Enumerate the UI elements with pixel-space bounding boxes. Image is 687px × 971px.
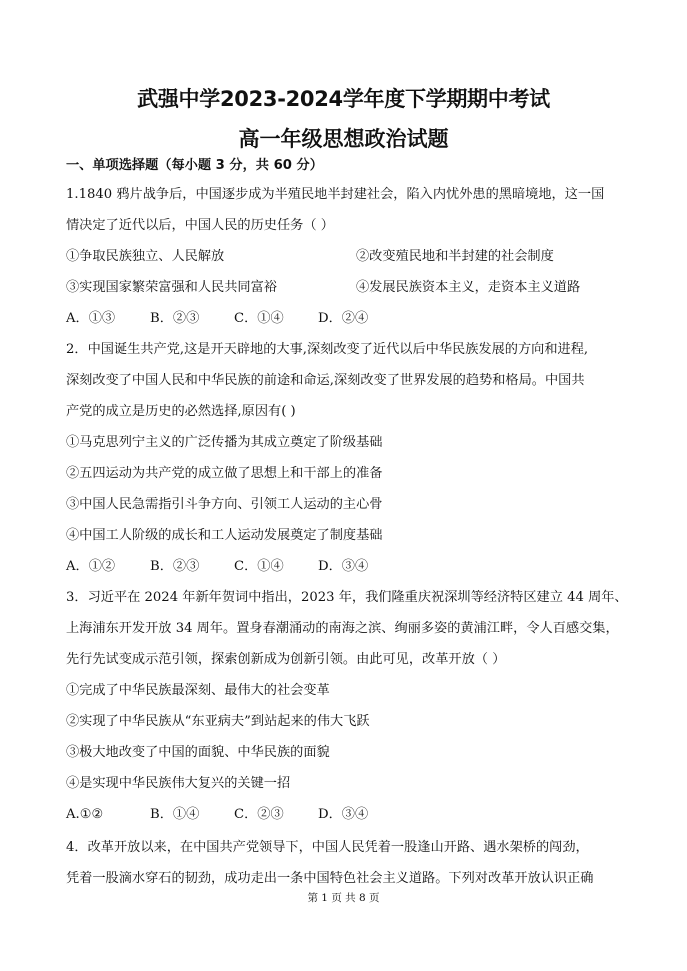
q1-options [66, 311, 368, 327]
q2-stem-line2: 深刻改变了中国人民和中华民族的前途和命运,深刻改变了世界发展的趋势和格局。中国共 [66, 373, 585, 388]
q3-option-a[interactable]: A.①② [66, 807, 104, 822]
q3-item-2: ②实现了中华民族从“东亚病夫”到站起来的伟大飞跃 [66, 714, 370, 729]
q3-item-3: ③极大地改变了中国的面貌、中华民族的面貌 [66, 745, 330, 760]
page-footer: 第 1 页 共 8 页 [307, 892, 380, 904]
q3-option-c[interactable]: C．②③ [234, 807, 284, 822]
q2-item-1: ①马克思列宁主义的广泛传播为其成立奠定了阶级基础 [66, 435, 383, 450]
q2-options [66, 559, 368, 575]
q2-stem-line1: 2．中国诞生共产党,这是开天辟地的大事,深刻改变了近代以后中华民族发展的方向和进程, [66, 342, 589, 357]
q2-item-2: ②五四运动为共产党的成立做了思想上和干部上的准备 [66, 466, 383, 481]
q2-item-4: ④中国工人阶级的成长和工人运动发展奠定了制度基础 [66, 528, 383, 543]
q2-option-c[interactable]: C．①④ [234, 559, 284, 574]
q1-item-1: ①争取民族独立、人民解放 [66, 249, 225, 264]
q1-option-d[interactable]: D．②④ [318, 311, 369, 326]
q2-option-d[interactable]: D．③④ [318, 559, 369, 574]
exam-subtitle: 高一年级思想政治试题 [238, 127, 449, 151]
q1-item-4: ④发展民族资本主义，走资本主义道路 [356, 280, 581, 295]
q3-item-1: ①完成了中华民族最深刻、最伟大的社会变革 [66, 683, 330, 698]
section-heading: 一、单项选择题（每小题 3 分，共 60 分） [66, 158, 323, 173]
q4-stem-line2: 凭着一股滴水穿石的韧劲，成功走出一条中国特色社会主义道路。下列对改革开放认识正确 [66, 871, 594, 886]
q1-item-2: ②改变殖民地和半封建的社会制度 [356, 249, 554, 264]
q1-option-b[interactable]: B．②③ [150, 311, 200, 326]
q1-stem-line1: 1.1840 鸦片战争后，中国逐步成为半殖民地半封建社会，陷入内忧外患的黑暗境地，这一国 [66, 187, 605, 202]
q2-stem-line3: 产党的成立是历史的必然选择,原因有( ) [66, 404, 296, 419]
q4-stem-line1: 4．改革开放以来，在中国共产党领导下，中国人民凭着一股逢山开路、遇水架桥的闯劲， [66, 840, 589, 855]
q3-stem-line3: 先行先试变成示范引领，探索创新成为创新引领。由此可见，改革开放（ ） [66, 652, 506, 667]
q1-stem-line2: 情决定了近代以后，中国人民的历史任务（ ） [66, 218, 334, 233]
q3-item-4: ④是实现中华民族伟大复兴的关键一招 [66, 776, 291, 791]
q2-option-b[interactable]: B．②③ [150, 559, 200, 574]
exam-title: 武强中学2023-2024学年度下学期期中考试 [137, 87, 550, 111]
q3-option-b[interactable]: B．①④ [150, 807, 200, 822]
q3-stem-line2: 上海浦东开发开放 34 周年。置身春潮涌动的南海之滨、绚丽多姿的黄浦江畔，令人百感交集， [66, 621, 619, 636]
q1-option-a[interactable]: A．①③ [66, 311, 116, 326]
q2-option-a[interactable]: A．①② [66, 559, 116, 574]
q3-options [66, 807, 368, 823]
q3-stem-line1: 3．习近平在 2024 年新年贺词中指出，2023 年，我们隆重庆祝深圳等经济特区建立 44 周年、 [66, 590, 628, 605]
q1-option-c[interactable]: C．①④ [234, 311, 284, 326]
q1-item-3: ③实现国家繁荣富强和人民共同富裕 [66, 280, 277, 295]
q2-item-3: ③中国人民急需指引斗争方向、引领工人运动的主心骨 [66, 497, 383, 512]
q3-option-d[interactable]: D．③④ [318, 807, 369, 822]
